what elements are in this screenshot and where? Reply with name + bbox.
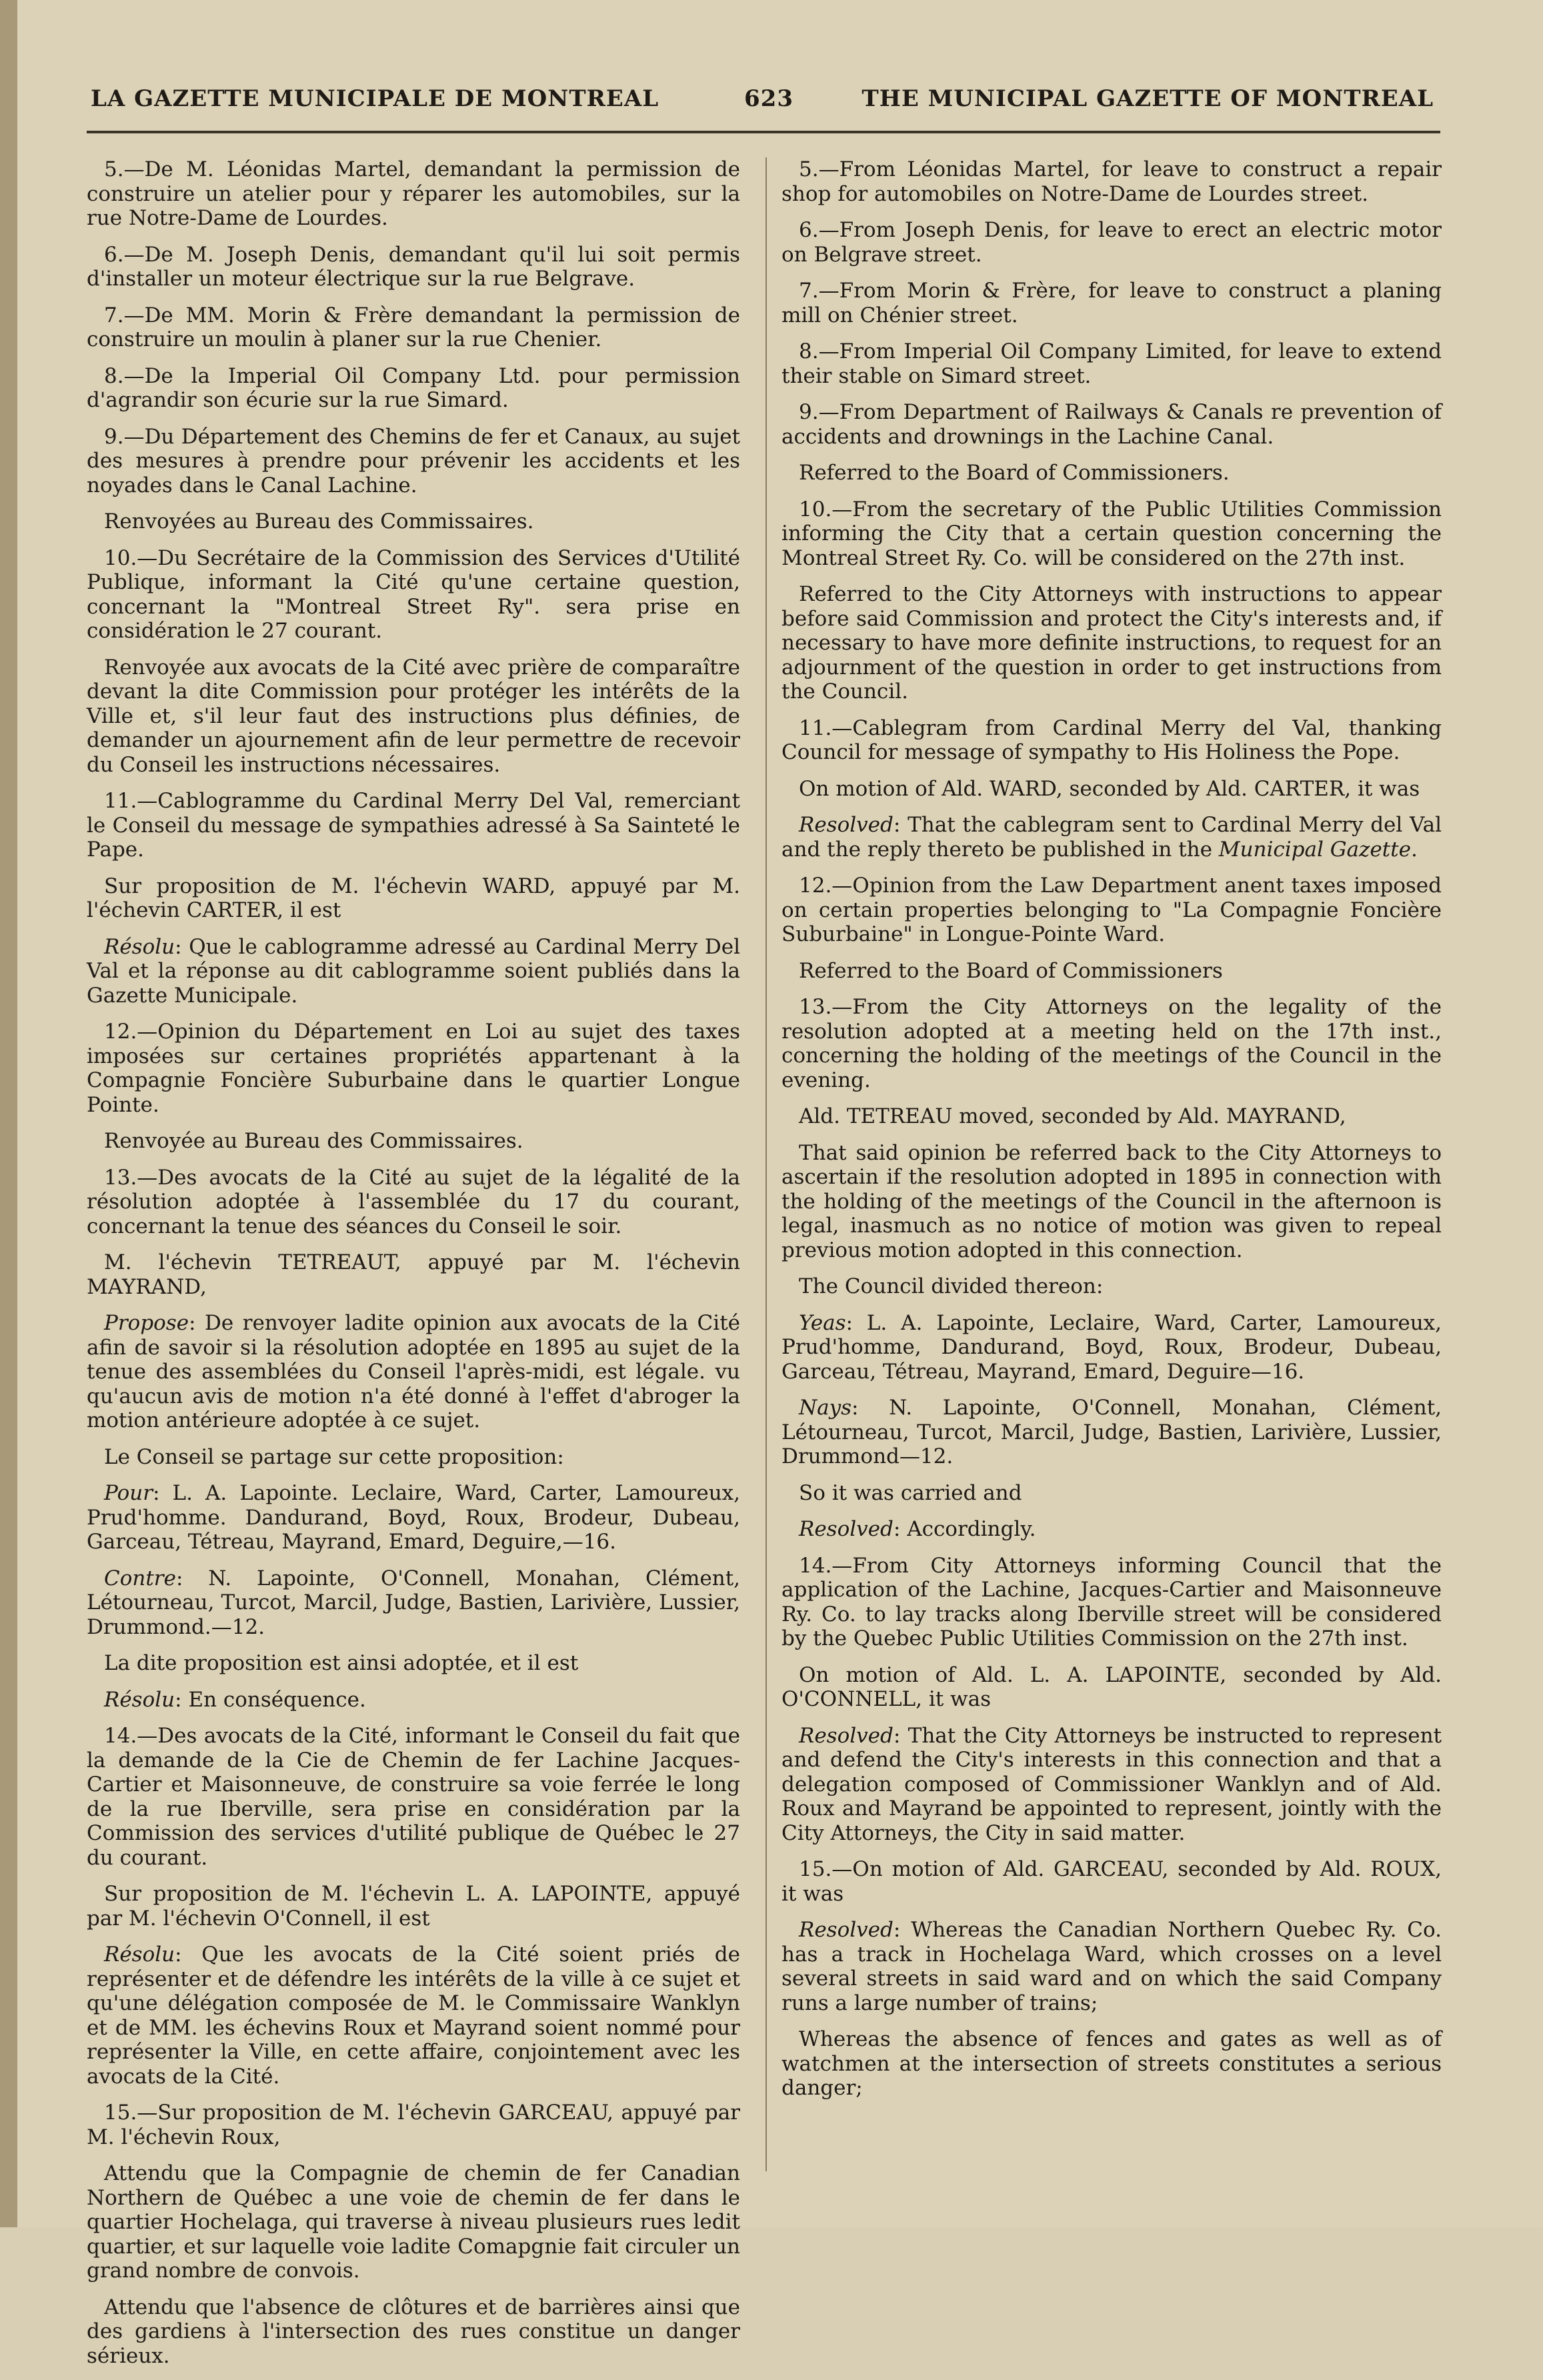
paragraph-text: 15.—Sur proposition de M. l'échevin GARCEAU, appuyé par M. l'échevin Roux,	[87, 2101, 740, 2149]
french-paragraph	[87, 1688, 740, 1712]
paragraph-text: : En conséquence.	[175, 1687, 366, 1712]
french-paragraph	[87, 546, 740, 644]
page-number: 623	[744, 85, 794, 112]
english-paragraph	[782, 777, 1442, 802]
paragraph-lead-term: Résolu	[104, 1943, 175, 1967]
french-paragraph	[87, 1651, 740, 1676]
english-paragraph	[782, 1104, 1442, 1129]
french-column	[87, 157, 740, 2380]
paragraph-text: 7.—De MM. Morin & Frère demandant la permission de construire un moulin à planer sur la rue Chenier.	[87, 303, 740, 351]
paragraph-text: 12.—Opinion du Département en Loi au sujet des taxes imposées sur certaines propriétés appartenant à la Compagnie Foncière Suburbaine dans le quartier Longue Pointe.	[87, 1020, 740, 1117]
paragraph-text: : Accordingly.	[893, 1517, 1036, 1541]
paragraph-lead-term: Nays	[799, 1396, 852, 1420]
french-paragraph	[87, 1943, 740, 2089]
french-paragraph	[87, 1311, 740, 1433]
paragraph-text: 8.—De la Imperial Oil Company Ltd. pour permission d'agrandir son écurie sur la rue Simard.	[87, 363, 740, 412]
french-paragraph	[87, 157, 740, 231]
french-paragraph	[87, 1250, 740, 1299]
english-paragraph	[782, 1724, 1442, 1846]
french-paragraph	[87, 1020, 740, 1117]
paragraph-text: 9.—From Department of Railways & Canals re prevention of accidents and drownings in the Lachine Canal.	[782, 400, 1442, 449]
english-paragraph	[782, 279, 1442, 327]
paragraph-text: 10.—Du Secrétaire de la Commission des Services d'Utilité Publique, informant la Cité qu'une certaine question, concernant la "Montreal Street Ry". sera prise en considération le 27 courant.	[87, 545, 740, 643]
paragraph-text: 6.—From Joseph Denis, for leave to erect an electric motor on Belgrave street.	[782, 218, 1442, 267]
french-paragraph	[87, 1445, 740, 1470]
paragraph-text: Attendu que l'absence de clôtures et de barrières ainsi que des gardiens à l'intersection des rues constitue un danger sérieux.	[87, 2295, 740, 2368]
column-divider	[765, 157, 767, 2171]
paragraph-text: That said opinion be referred back to the City Attorneys to ascertain if the resolution adopted in 1895 in connection with the holding of the meetings of the Council in the afternoon is legal, inasmuch as no notice of motion was given to repeal previous motion adopted in this connection.	[782, 1140, 1442, 1262]
english-paragraph	[782, 1857, 1442, 1906]
english-paragraph	[782, 2027, 1442, 2101]
header-french-title: LA GAZETTE MUNICIPALE DE MONTREAL	[91, 85, 659, 112]
english-paragraph	[782, 1141, 1442, 1263]
english-paragraph	[782, 995, 1442, 1092]
paragraph-text: Sur proposition de M. l'échevin WARD, appuyé par M. l'échevin CARTER, il est	[87, 874, 740, 922]
paragraph-text: So it was carried and	[799, 1480, 1022, 1505]
paragraph-text: : Que les avocats de la Cité soient priés de représenter et de défendre les intérêts de la ville à ce sujet et qu'une délégation composée de M. le Commissaire Wanklyn et de MM. les échevins Roux et Mayrand soient nommé pour représenter la Ville, en cette affaire, conjointement avec les avocats de la Cité.	[87, 1943, 740, 2089]
paragraph-text: Renvoyée au Bureau des Commissaires.	[104, 1129, 523, 1153]
paragraph-text: : L. A. Lapointe. Leclaire, Ward, Carter, Lamoureux, Prud'homme. Dandurand, Boyd, Roux, Brodeur, Dubeau, Garceau, Tétreau, Mayrand, Emard, Deguire,—16.	[87, 1481, 740, 1554]
paragraph-text: Le Conseil se partage sur cette proposition:	[104, 1444, 564, 1469]
french-paragraph	[87, 935, 740, 1008]
paragraph-lead-term: Résolu	[104, 934, 175, 959]
header-rule	[87, 131, 1440, 133]
english-paragraph	[782, 157, 1442, 206]
paragraph-text: Whereas the absence of fences and gates as well as of watchmen at the intersection of streets constitutes a serious danger;	[782, 2027, 1442, 2100]
paragraph-lead-term: Resolved	[799, 813, 894, 837]
running-header	[91, 85, 1434, 123]
french-paragraph	[87, 874, 740, 923]
french-paragraph	[87, 656, 740, 778]
english-column	[782, 157, 1442, 2113]
english-paragraph	[782, 1663, 1442, 1712]
paragraph-lead-term: Resolved	[799, 1517, 894, 1541]
french-paragraph	[87, 789, 740, 862]
paragraph-text: 10.—From the secretary of the Public Utilities Commission informing the City that a certain question concerning the Montreal Street Ry. Co. will be considered on the 27th inst.	[782, 497, 1442, 570]
english-paragraph	[782, 497, 1442, 571]
paragraph-text: On motion of Ald. L. A. LAPOINTE, seconded by Ald. O'CONNELL, it was	[782, 1662, 1442, 1711]
paragraph-lead-term: Pour	[104, 1481, 153, 1505]
paragraph-lead-term: Yeas	[799, 1310, 846, 1335]
paragraph-text: 5.—From Léonidas Martel, for leave to construct a repair shop for automobiles on Notre-Dame de Lourdes street.	[782, 157, 1442, 206]
paragraph-text: Ald. TETREAU moved, seconded by Ald. MAYRAND,	[799, 1104, 1346, 1128]
english-paragraph	[782, 1554, 1442, 1651]
english-paragraph	[782, 716, 1442, 765]
page-binding-edge	[0, 0, 17, 2227]
paragraph-text: Referred to the Board of Commissioners	[799, 958, 1223, 983]
paragraph-text: : That the City Attorneys be instructed to represent and defend the City's interests in this connection and that a delegation composed of Commissioner Wanklyn and of Ald. Roux and Mayrand be appointed to represent, jointly with the City Attorneys, the City in said matter.	[782, 1723, 1442, 1845]
paragraph-text: Renvoyées au Bureau des Commissaires.	[104, 509, 534, 533]
french-paragraph	[87, 2161, 740, 2283]
paragraph-text: 5.—De M. Léonidas Martel, demandant la permission de construire un atelier pour y réparer les automobiles, sur la rue Notre-Dame de Lourdes.	[87, 157, 740, 230]
paragraph-text: M. l'échevin TETREAUT, appuyé par M. l'échevin MAYRAND,	[87, 1250, 740, 1299]
paragraph-text: 14.—Des avocats de la Cité, informant le Conseil du fait que la demande de la Cie de Chemin de fer Lachine Jacques-Cartier et Maisonneuve, de construire sa voie ferrée le long de la rue Iberville, sera prise en considération par la Commission des services d'utilité publique de Québec le 27 du courant.	[87, 1724, 740, 1870]
french-paragraph	[87, 1481, 740, 1554]
paragraph-text: The Council divided thereon:	[799, 1274, 1104, 1298]
paragraph-text: 13.—From the City Attorneys on the legality of the resolution adopted at a meeting held on the 17th inst., concerning the holding of the meetings of the Council in the evening.	[782, 995, 1442, 1092]
paragraph-text: 6.—De M. Joseph Denis, demandant qu'il lui soit permis d'installer un moteur électrique sur la rue Belgrave.	[87, 242, 740, 291]
paragraph-text: Referred to the Board of Commissioners.	[799, 461, 1230, 485]
paragraph-text: : That the cablegram sent to Cardinal Merry del Val and the reply thereto be published in the	[782, 813, 1442, 862]
french-paragraph	[87, 243, 740, 291]
paragraph-lead-term: Contre	[104, 1566, 176, 1590]
paragraph-text: 15.—On motion of Ald. GARCEAU, seconded by Ald. ROUX, it was	[782, 1857, 1442, 1906]
english-paragraph	[782, 400, 1442, 449]
paragraph-lead-term: Propose	[104, 1311, 189, 1335]
header-english-title: THE MUNICIPAL GAZETTE OF MONTREAL	[862, 85, 1434, 112]
paragraph-text: La dite proposition est ainsi adoptée, et il est	[104, 1651, 579, 1675]
english-paragraph	[782, 813, 1442, 862]
english-paragraph	[782, 582, 1442, 704]
french-paragraph	[87, 1724, 740, 1870]
english-paragraph	[782, 461, 1442, 485]
paragraph-text: Renvoyée aux avocats de la Cité avec prière de comparaître devant la dite Commission pour protéger les intérêts de la Ville et, s'il leur faut des instructions plus définies, de demander un ajournement afin de leur permettre de recevoir du Conseil les instructions nécessaires.	[87, 655, 740, 777]
paragraph-end: .	[1410, 837, 1418, 862]
french-paragraph	[87, 1129, 740, 1154]
french-paragraph	[87, 303, 740, 352]
french-paragraph	[87, 509, 740, 534]
english-paragraph	[782, 1517, 1442, 1542]
english-paragraph	[782, 218, 1442, 267]
paragraph-text: 11.—Cablegram from Cardinal Merry del Val, thanking Council for message of sympathy to His Holiness the Pope.	[782, 716, 1442, 764]
paragraph-text: Sur proposition de M. l'échevin L. A. LAPOINTE, appuyé par M. l'échevin O'Connell, il est	[87, 1882, 740, 1931]
paragraph-lead-term: Resolved	[799, 1723, 894, 1748]
paragraph-text: : N. Lapointe, O'Connell, Monahan, Clément, Létourneau, Turcot, Marcil, Judge, Bastien, Larivière, Lussier, Drummond—12.	[782, 1396, 1442, 1468]
paragraph-text: 14.—From City Attorneys informing Council that the application of the Lachine, Jacques-Cartier and Maisonneuve Ry. Co. to lay tracks along Iberville street will be considered by the Quebec Public Utilities Commission on the 27th inst.	[782, 1553, 1442, 1650]
english-paragraph	[782, 1311, 1442, 1384]
paragraph-text: : L. A. Lapointe, Leclaire, Ward, Carter, Lamoureux, Prud'homme, Dandurand, Boyd, Roux, Brodeur, Dubeau, Garceau, Tétreau, Mayrand, Emard, Deguire—16.	[782, 1310, 1442, 1384]
paragraph-lead-term: Resolved	[799, 1918, 894, 1942]
paragraph-text: Attendu que la Compagnie de chemin de fer Canadian Northern de Québec a une voie de chemin de fer dans le quartier Hochelaga, qui traverse à niveau plusieurs rues ledit quartier, et sur laquelle voie ladite Comapgnie fait circuler un grand nombre de convois.	[87, 2161, 740, 2283]
paragraph-text: 8.—From Imperial Oil Company Limited, for leave to extend their stable on Simard street.	[782, 339, 1442, 388]
paragraph-text: 9.—Du Département des Chemins de fer et Canaux, au sujet des mesures à prendre pour prévenir les accidents et les noyades dans le Canal Lachine.	[87, 424, 740, 497]
paragraph-lead-term: Résolu	[104, 1687, 175, 1712]
paragraph-text: 11.—Cablogramme du Cardinal Merry Del Val, remerciant le Conseil du message de sympathies adressé à Sa Sainteté le Pape.	[87, 789, 740, 862]
paragraph-text: : Whereas the Canadian Northern Quebec Ry. Co. has a track in Hochelaga Ward, which crosses on a level several streets in said ward and on which the said Company runs a large number of trains;	[782, 1918, 1442, 2015]
paragraph-text: : Que le cablogramme adressé au Cardinal Merry Del Val et la réponse au dit cablogramme soient publiés dans la Gazette Municipale.	[87, 934, 740, 1008]
paragraph-text: 12.—Opinion from the Law Department anent taxes imposed on certain properties belonging to "La Compagnie Foncière Suburbaine" in Longue-Pointe Ward.	[782, 874, 1442, 946]
french-paragraph	[87, 1882, 740, 1931]
french-paragraph	[87, 425, 740, 498]
english-paragraph	[782, 1274, 1442, 1299]
paragraph-text: On motion of Ald. WARD, seconded by Ald. CARTER, it was	[799, 776, 1420, 801]
paragraph-text: Referred to the City Attorneys with instructions to appear before said Commission and protect the City's interests and, if necessary to have more definite instructions, to request for an adjournment of the question in order to get instructions from the Council.	[782, 582, 1442, 704]
paragraph-text: : De renvoyer ladite opinion aux avocats de la Cité afin de savoir si la résolution adoptée en 1895 au sujet de la tenue des assemblées du Conseil l'après-midi, est légale. vu qu'aucun avis de motion n'a été donné à l'effet d'abroger la motion antérieure adoptée à ce sujet.	[87, 1311, 740, 1432]
english-paragraph	[782, 339, 1442, 388]
english-paragraph	[782, 1396, 1442, 1469]
english-paragraph	[782, 874, 1442, 947]
french-paragraph	[87, 1566, 740, 1640]
english-paragraph	[782, 959, 1442, 984]
english-paragraph	[782, 1918, 1442, 2015]
paragraph-text: : N. Lapointe, O'Connell, Monahan, Clément, Létourneau, Turcot, Marcil, Judge, Bastien, Larivière, Lussier, Drummond.—12.	[87, 1566, 740, 1639]
paragraph-text: 13.—Des avocats de la Cité au sujet de la légalité de la résolution adoptée à l'assemblée du 17 du courant, concernant la tenue des séances du Conseil le soir.	[87, 1165, 740, 1238]
french-paragraph	[87, 2295, 740, 2369]
french-paragraph	[87, 364, 740, 413]
english-paragraph	[782, 1481, 1442, 1506]
paragraph-italic-title: Municipal Gazette	[1218, 837, 1411, 862]
french-paragraph	[87, 1166, 740, 1239]
paragraph-text: 7.—From Morin & Frère, for leave to construct a planing mill on Chénier street.	[782, 279, 1442, 327]
french-paragraph	[87, 2101, 740, 2149]
